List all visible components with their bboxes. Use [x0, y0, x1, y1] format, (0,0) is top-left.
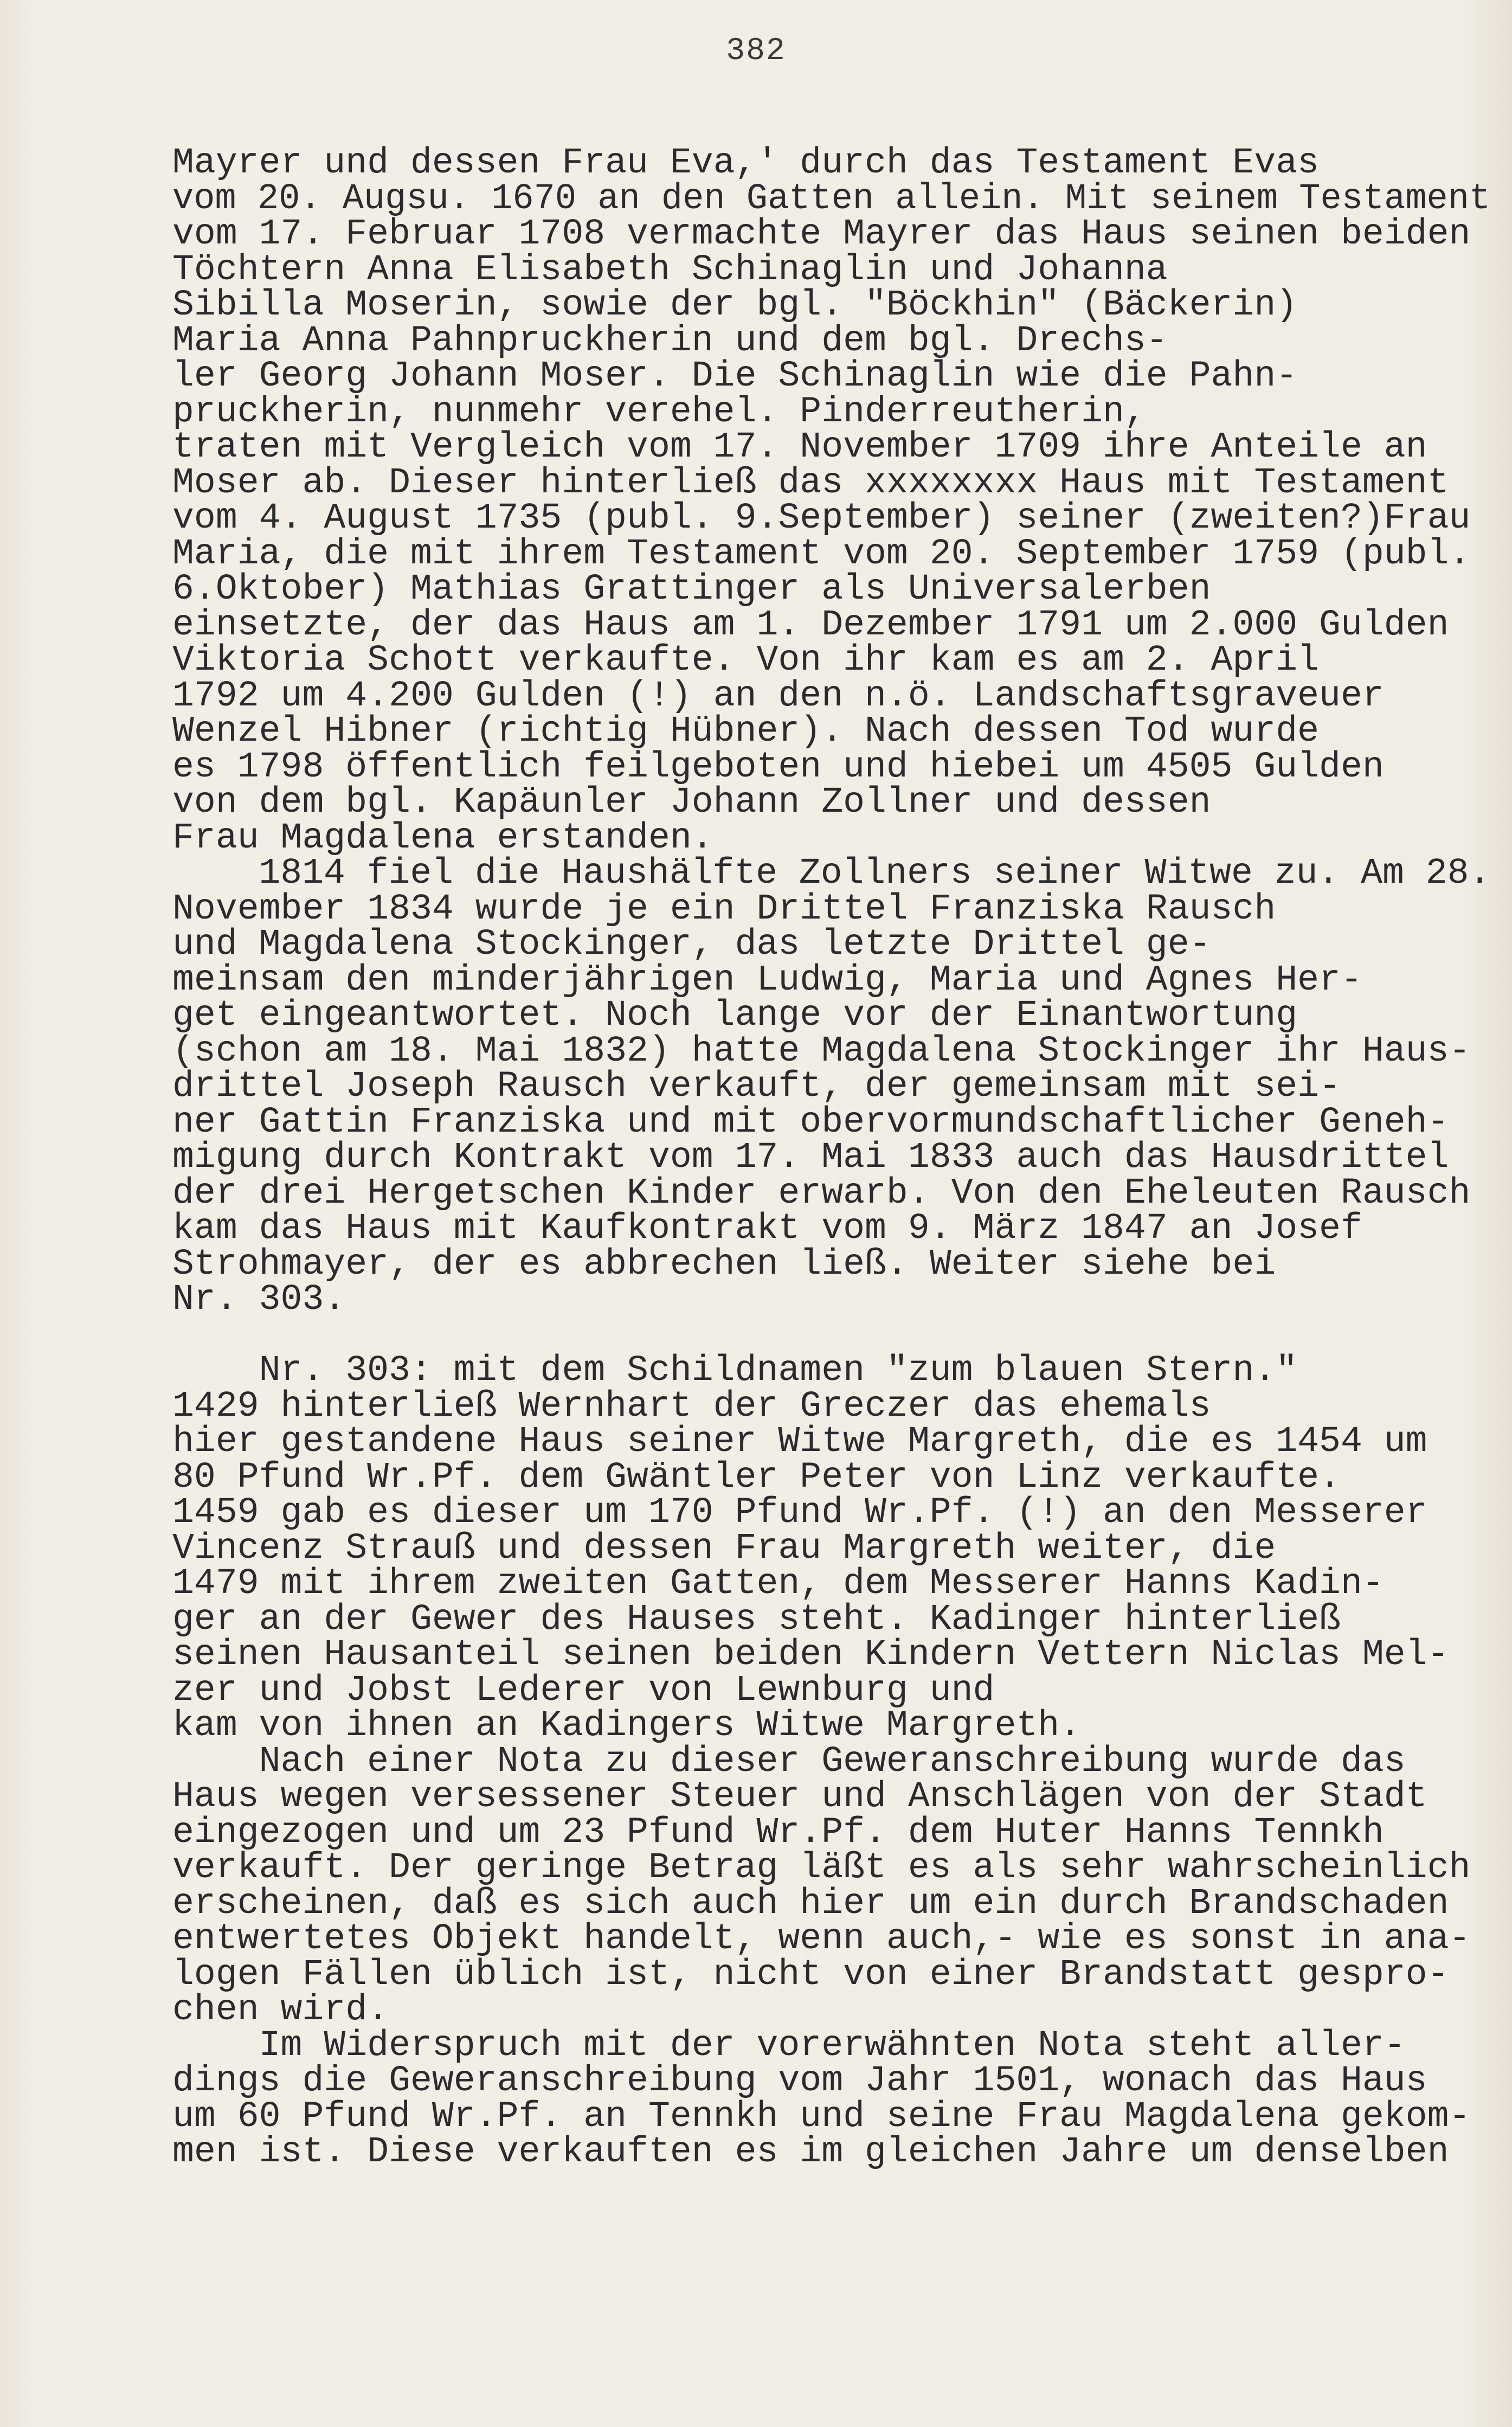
text-line: kam das Haus mit Kaufkontrakt vom 9. März 1847 an Josef — [172, 1208, 1362, 1249]
text-line: dings die Geweranschreibung vom Jahr 1501, wonach das Haus — [172, 2060, 1427, 2101]
text-line: men ist. Diese verkauften es im gleichen Jahre um denselben — [172, 2131, 1449, 2172]
text-line: entwertetes Objekt handelt, wenn auch,- wie es sonst in ana- — [172, 1918, 1471, 1959]
text-line: Nr. 303: mit dem Schildnamen "zum blauen Stern." — [172, 1350, 1298, 1391]
text-line: pruckherin, nunmehr verehel. Pinderreutherin, — [172, 391, 1146, 432]
text-line: Im Widerspruch mit der vorerwähnten Nota steht aller- — [172, 2025, 1406, 2066]
text-line: Strohmayer, der es abbrechen ließ. Weiter siehe bei — [172, 1243, 1276, 1285]
text-line: 1792 um 4.200 Gulden (!) an den n.ö. Landschaftsgraveuer — [172, 675, 1384, 716]
text-line: 80 Pfund Wr.Pf. dem Gwäntler Peter von Linz verkaufte. — [172, 1456, 1341, 1498]
text-line: November 1834 wurde je ein Drittel Franziska Rausch — [172, 888, 1276, 929]
text-line: Maria Anna Pahnpruckherin und dem bgl. Drechs- — [172, 320, 1168, 361]
text-line: zer und Jobst Lederer von Lewnburg und — [172, 1670, 995, 1711]
text-line: drittel Joseph Rausch verkauft, der gemeinsam mit sei- — [172, 1066, 1341, 1107]
text-line: Wenzel Hibner (richtig Hübner). Nach dessen Tod wurde — [172, 711, 1320, 752]
text-line: traten mit Vergleich vom 17. November 1709 ihre Anteile an — [172, 427, 1427, 467]
text-line: um 60 Pfund Wr.Pf. an Tennkh und seine Frau Magdalena gekom- — [172, 2096, 1471, 2137]
page-number: 382 — [726, 34, 786, 69]
text-line: ger an der Gewer des Hauses steht. Kadinger hinterließ — [172, 1598, 1341, 1640]
text-line: Nr. 303. — [172, 1279, 346, 1320]
text-line: einsetzte, der das Haus am 1. Dezember 1791 um 2.000 Gulden — [172, 604, 1449, 645]
text-line: Töchtern Anna Elisabeth Schinaglin und Johanna — [172, 249, 1168, 290]
text-line: logen Fällen üblich ist, nicht von einer Brandstatt gespro- — [172, 1954, 1449, 1995]
text-line: es 1798 öffentlich feilgeboten und hiebei um 4505 Gulden — [172, 746, 1384, 787]
body-text — [172, 143, 1491, 2172]
text-line — [172, 1318, 1484, 1353]
text-line: 1459 gab es dieser um 170 Pfund Wr.Pf. (!) an den Messerer — [172, 1492, 1427, 1533]
text-line: von dem bgl. Kapäunler Johann Zollner und dessen — [172, 782, 1211, 823]
text-line: Vincenz Strauß und dessen Frau Margreth weiter, die — [172, 1527, 1276, 1569]
text-line: Nach einer Nota zu dieser Geweranschreibung wurde das — [172, 1741, 1406, 1782]
text-line: ler Georg Johann Moser. Die Schinaglin wie die Pahn- — [172, 356, 1298, 396]
text-line: ner Gattin Franziska und mit obervormundschaftlicher Geneh- — [172, 1101, 1449, 1142]
text-line: erscheinen, daß es sich auch hier um ein durch Brandschaden — [172, 1883, 1449, 1924]
text-line: Viktoria Schott verkaufte. Von ihr kam es am 2. April — [172, 640, 1320, 680]
text-line: 1814 fiel die Haushälfte Zollners seiner Witwe zu. Am 28. — [172, 853, 1491, 894]
text-line: Maria, die mit ihrem Testament vom 20. September 1759 (publ. — [172, 533, 1471, 574]
text-line: migung durch Kontrakt vom 17. Mai 1833 auch das Hausdrittel — [172, 1137, 1449, 1178]
text-line: kam von ihnen an Kadingers Witwe Margreth. — [172, 1705, 1082, 1746]
text-line: vom 4. August 1735 (publ. 9.September) seiner (zweiten?)Frau — [172, 498, 1471, 538]
text-line: verkauft. Der geringe Betrag läßt es als sehr wahrscheinlich — [172, 1847, 1471, 1888]
text-line: eingezogen und um 23 Pfund Wr.Pf. dem Huter Hanns Tennkh — [172, 1812, 1384, 1853]
text-line: hier gestandene Haus seiner Witwe Margreth, die es 1454 um — [172, 1421, 1427, 1462]
text-line: Sibilla Moserin, sowie der bgl. "Böckhin" (Bäckerin) — [172, 285, 1298, 325]
text-line: Moser ab. Dieser hinterließ das xxxxxxxx Haus mit Testament — [172, 462, 1449, 503]
text-line: vom 17. Februar 1708 vermachte Mayrer das Haus seinen beiden — [172, 214, 1471, 254]
text-line: vom 20. Augsu. 1670 an den Gatten allein. Mit seinem Testament — [172, 178, 1491, 219]
text-line: get eingeantwortet. Noch lange vor der Einantwortung — [172, 995, 1298, 1036]
text-line: und Magdalena Stockinger, das letzte Drittel ge- — [172, 924, 1211, 965]
text-line: 1429 hinterließ Wernhart der Greczer das ehemals — [172, 1385, 1211, 1427]
text-line: Haus wegen versessener Steuer und Anschlägen von der Stadt — [172, 1776, 1427, 1817]
text-line: der drei Hergetschen Kinder erwarb. Von den Eheleuten Rausch — [172, 1172, 1471, 1214]
text-line: 1479 mit ihrem zweiten Gatten, dem Messerer Hanns Kadin- — [172, 1563, 1384, 1604]
text-line: meinsam den minderjährigen Ludwig, Maria und Agnes Her- — [172, 959, 1362, 1000]
text-line: 6.Oktober) Mathias Grattinger als Universalerben — [172, 569, 1211, 609]
text-line: seinen Hausanteil seinen beiden Kindern Vettern Niclas Mel- — [172, 1634, 1449, 1675]
text-line: Frau Magdalena erstanden. — [172, 817, 713, 858]
text-line: Mayrer und dessen Frau Eva,' durch das Testament Evas — [172, 143, 1320, 183]
text-line: chen wird. — [172, 1989, 389, 2030]
text-line: (schon am 18. Mai 1832) hatte Magdalena Stockinger ihr Haus- — [172, 1030, 1471, 1071]
